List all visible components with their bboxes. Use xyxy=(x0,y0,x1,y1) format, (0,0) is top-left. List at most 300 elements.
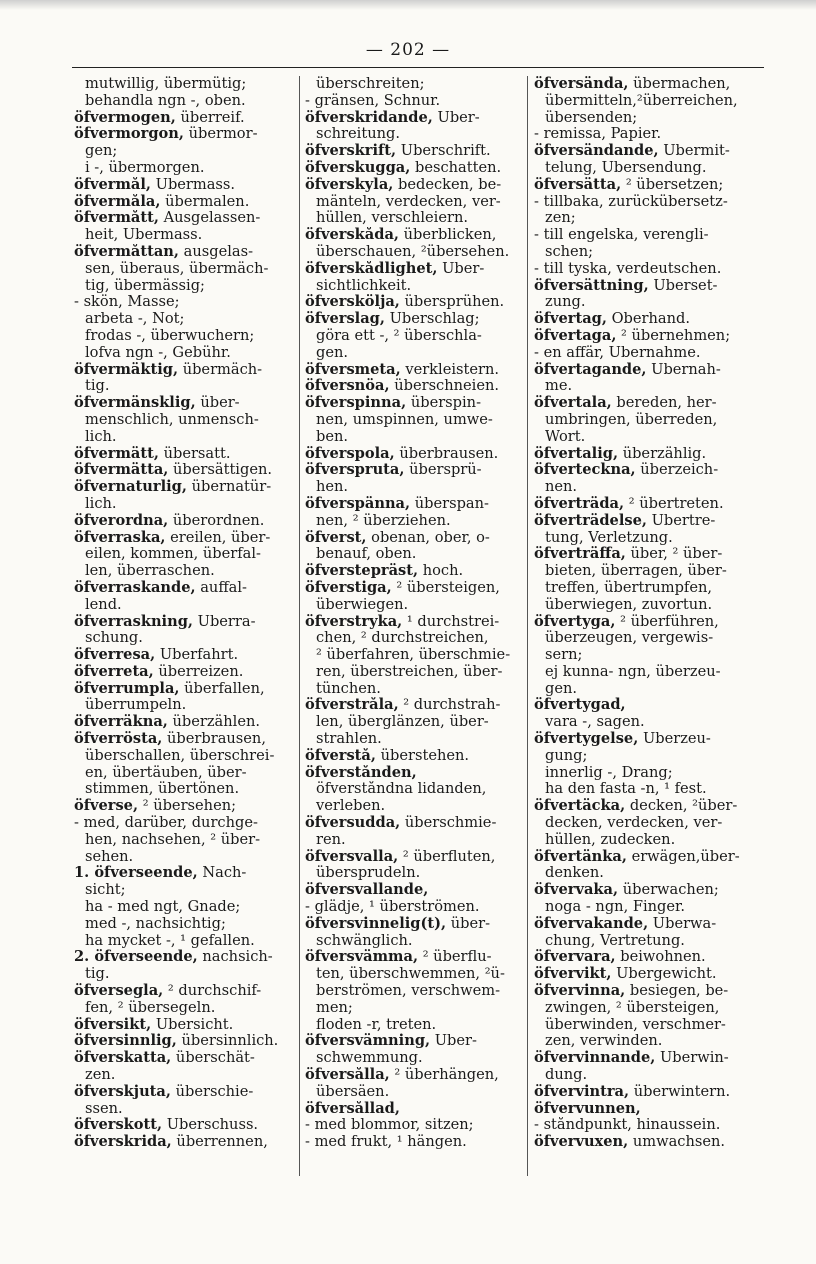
dictionary-entry-line xyxy=(534,143,764,160)
dictionary-entry-line xyxy=(74,362,292,379)
dictionary-entry-line xyxy=(74,513,292,530)
line-text: schen; xyxy=(545,243,594,260)
headword: öfvertalig, xyxy=(534,445,619,462)
headword: öfverrösta, xyxy=(74,731,163,748)
line-text: - med frukt, ¹ hängen. xyxy=(305,1134,467,1151)
headword: 2. öfverseende, xyxy=(74,949,198,966)
dictionary-continuation-line xyxy=(74,849,292,866)
line-text: sehen. xyxy=(85,848,134,865)
translation: ² überflu- xyxy=(422,949,492,966)
dictionary-entry-line xyxy=(305,580,520,597)
dictionary-entry-line xyxy=(305,143,520,160)
column-divider xyxy=(299,76,300,1176)
dictionary-entry-line xyxy=(74,1050,292,1067)
translation: Überfahrt. xyxy=(159,647,239,664)
line-text: floden -r, treten. xyxy=(316,1016,437,1033)
dictionary-continuation-line xyxy=(74,261,292,278)
dictionary-continuation-line xyxy=(534,110,764,127)
line-text: schung. xyxy=(85,630,143,647)
dictionary-continuation-line xyxy=(74,815,292,832)
dictionary-column-1 xyxy=(74,76,292,1151)
line-text: - skön, Masse; xyxy=(74,294,180,311)
line-text: gen; xyxy=(85,143,118,160)
line-text: - en affär, Übernahme. xyxy=(534,344,701,361)
dictionary-continuation-line xyxy=(74,882,292,899)
headword: öfverträda, xyxy=(534,495,625,512)
dictionary-entry-line xyxy=(305,110,520,127)
dictionary-continuation-line xyxy=(534,378,764,395)
line-text: übersäen. xyxy=(316,1083,390,1100)
headword: öfvertygelse, xyxy=(534,731,639,748)
headword: öfverstryka, xyxy=(305,613,403,630)
dictionary-continuation-line xyxy=(534,563,764,580)
line-text: übersprudeln. xyxy=(316,865,421,882)
headword: öfverreta, xyxy=(74,663,154,680)
translation: überstehen. xyxy=(380,747,470,764)
translation: Überwin- xyxy=(660,1050,729,1067)
translation: beschatten. xyxy=(415,159,502,176)
translation: ² übersteigen, xyxy=(396,579,500,596)
dictionary-continuation-line xyxy=(534,630,764,647)
headword: öfvervintra, xyxy=(534,1083,630,1100)
line-text: hüllen, verschleiern. xyxy=(316,210,468,227)
line-text: me. xyxy=(545,378,573,395)
headword: öfverspänna, xyxy=(305,495,411,512)
dictionary-entry-line xyxy=(534,1101,764,1118)
line-text: übersenden; xyxy=(545,109,638,126)
line-text: tünchen. xyxy=(316,680,381,697)
dictionary-continuation-line xyxy=(305,429,520,446)
dictionary-continuation-line xyxy=(74,378,292,395)
line-text: sicht; xyxy=(85,882,126,899)
dictionary-continuation-line xyxy=(305,798,520,815)
dictionary-entry-line xyxy=(534,278,764,295)
headword: öfversållad, xyxy=(305,1100,400,1117)
dictionary-entry-line xyxy=(305,1033,520,1050)
translation: bedecken, be- xyxy=(398,176,502,193)
dictionary-continuation-line xyxy=(305,1050,520,1067)
dictionary-continuation-line xyxy=(305,479,520,496)
dictionary-entry-line xyxy=(74,1117,292,1134)
dictionary-entry-line xyxy=(305,563,520,580)
translation: überzeich- xyxy=(640,462,719,479)
translation: ² überführen, xyxy=(620,613,719,630)
line-text: hen. xyxy=(316,479,349,496)
dictionary-continuation-line xyxy=(534,126,764,143)
dictionary-entry-line xyxy=(305,362,520,379)
headword: öfvertag, xyxy=(534,311,607,328)
dictionary-continuation-line xyxy=(305,865,520,882)
headword: öfvermätt, xyxy=(74,445,159,462)
dictionary-entry-line xyxy=(305,849,520,866)
dictionary-entry-line xyxy=(534,798,764,815)
dictionary-continuation-line xyxy=(305,278,520,295)
dictionary-entry-line xyxy=(534,446,764,463)
headword: öfvervuxen, xyxy=(534,1134,629,1151)
dictionary-entry-line xyxy=(74,798,292,815)
headword: öfverträdelse, xyxy=(534,512,647,529)
dictionary-entry-line xyxy=(305,815,520,832)
dictionary-entry-line xyxy=(305,462,520,479)
translation: Überzeu- xyxy=(642,731,711,748)
dictionary-continuation-line xyxy=(534,933,764,950)
dictionary-entry-line xyxy=(305,1101,520,1118)
dictionary-entry-line xyxy=(74,614,292,631)
line-text: menschlich, unmensch- xyxy=(85,411,259,428)
headword: öfverst, xyxy=(305,529,367,546)
headword: öfverstiga, xyxy=(305,579,392,596)
dictionary-continuation-line xyxy=(534,530,764,547)
line-text: gen. xyxy=(545,680,578,697)
line-text: - till tyska, verdeutschen. xyxy=(534,260,722,277)
dictionary-continuation-line xyxy=(534,160,764,177)
translation: übersinnlich. xyxy=(181,1033,279,1050)
dictionary-continuation-line xyxy=(74,93,292,110)
translation: umwachsen. xyxy=(632,1134,726,1151)
dictionary-entry-line xyxy=(534,614,764,631)
headword: öfverstå, xyxy=(305,747,376,764)
dictionary-entry-line xyxy=(74,1084,292,1101)
dictionary-entry-line xyxy=(74,395,292,412)
translation: Übernah- xyxy=(651,361,721,378)
headword: öfvertala, xyxy=(534,395,612,412)
dictionary-continuation-line xyxy=(305,966,520,983)
line-text: schreitung. xyxy=(316,126,400,143)
column-divider xyxy=(527,76,528,1176)
headword: öfversprutа, xyxy=(305,462,405,479)
dictionary-entry-line xyxy=(74,177,292,194)
headword: öfvermåla, xyxy=(74,193,161,210)
line-text: lich. xyxy=(85,495,117,512)
headword: öfversålla, xyxy=(305,1067,390,1084)
dictionary-continuation-line xyxy=(305,832,520,849)
dictionary-continuation-line xyxy=(74,563,292,580)
line-text: zen; xyxy=(545,210,576,227)
headword: öfverslag, xyxy=(305,311,385,328)
headword: öfversudda, xyxy=(305,815,401,832)
translation: überreif. xyxy=(180,109,245,126)
dictionary-entry-line xyxy=(74,194,292,211)
line-text: verleben. xyxy=(316,798,386,815)
headword: öfverträffa, xyxy=(534,546,626,563)
dictionary-continuation-line xyxy=(534,1117,764,1134)
dictionary-continuation-line xyxy=(534,479,764,496)
line-text: schwemmung. xyxy=(316,1050,423,1067)
dictionary-entry-line xyxy=(305,530,520,547)
line-text: - till engelska, verengli- xyxy=(534,227,709,244)
dictionary-continuation-line xyxy=(534,597,764,614)
headword: öfverspinna, xyxy=(305,395,407,412)
line-text: zen, verwinden. xyxy=(545,1033,663,1050)
line-text: fen, ² übersegeln. xyxy=(85,999,216,1016)
translation: Überset- xyxy=(653,277,718,294)
dictionary-continuation-line xyxy=(74,311,292,328)
translation: überzählig. xyxy=(622,445,707,462)
line-text: len, überraschen. xyxy=(85,563,215,580)
dictionary-entry-line xyxy=(534,697,764,714)
dictionary-entry-line xyxy=(534,546,764,563)
headword: öfvernaturlig, xyxy=(74,479,187,496)
dictionary-entry-line xyxy=(74,110,292,127)
dictionary-continuation-line xyxy=(534,765,764,782)
translation: ² übersehen; xyxy=(142,798,237,815)
line-text: frodas -, überwuchern; xyxy=(85,327,255,344)
translation: über- xyxy=(450,915,491,932)
dictionary-continuation-line xyxy=(305,1134,520,1151)
dictionary-continuation-line xyxy=(534,194,764,211)
dictionary-entry-line xyxy=(305,882,520,899)
dictionary-continuation-line xyxy=(534,865,764,882)
dictionary-entry-line xyxy=(534,177,764,194)
dictionary-entry-line xyxy=(74,714,292,731)
dictionary-continuation-line xyxy=(305,899,520,916)
dictionary-continuation-line xyxy=(74,1000,292,1017)
line-text: behandla ngn -, oben. xyxy=(85,92,246,109)
dictionary-entry-line xyxy=(74,1033,292,1050)
line-text: berströmen, verschwem- xyxy=(316,983,501,1000)
dictionary-entry-line xyxy=(534,513,764,530)
dictionary-continuation-line xyxy=(534,1033,764,1050)
dictionary-entry-line xyxy=(534,362,764,379)
line-text: noga - ngn, Finger. xyxy=(545,899,686,916)
dictionary-entry-line xyxy=(74,865,292,882)
translation: ² übernehmen; xyxy=(621,327,731,344)
translation: überbrausen. xyxy=(399,445,499,462)
dictionary-entry-line xyxy=(305,311,520,328)
line-text: telung, Übersendung. xyxy=(545,159,707,176)
dictionary-entry-line xyxy=(74,664,292,681)
line-text: - med, darüber, durchge- xyxy=(74,815,258,832)
dictionary-continuation-line xyxy=(305,194,520,211)
line-text: men; xyxy=(316,999,353,1016)
line-text: sern; xyxy=(545,647,583,664)
translation: Übermass. xyxy=(155,176,236,193)
line-text: - tillbaka, zurückübersetz- xyxy=(534,193,728,210)
dictionary-continuation-line xyxy=(305,630,520,647)
line-text: tig, übermässig; xyxy=(85,277,205,294)
line-text: tung, Verletzung. xyxy=(545,529,673,546)
translation: überspin- xyxy=(410,395,482,412)
headword: öfvervinna, xyxy=(534,983,626,1000)
dictionary-continuation-line xyxy=(534,832,764,849)
dictionary-continuation-line xyxy=(534,244,764,261)
headword: öfvermorgon, xyxy=(74,126,184,143)
headword: öfvertaga, xyxy=(534,327,617,344)
line-text: denken. xyxy=(545,865,604,882)
translation: über, ² über- xyxy=(630,546,723,563)
dictionary-continuation-line xyxy=(74,345,292,362)
line-text: nen, umspinnen, umwe- xyxy=(316,411,493,428)
headword: öfversegla, xyxy=(74,983,164,1000)
translation: übersatt. xyxy=(163,445,231,462)
dictionary-entry-line xyxy=(534,983,764,1000)
translation: übermäch- xyxy=(182,361,263,378)
headword: öfversnöa, xyxy=(305,378,390,395)
translation: obenan, ober, o- xyxy=(371,529,490,546)
dictionary-continuation-line xyxy=(74,160,292,177)
dictionary-continuation-line xyxy=(74,429,292,446)
dictionary-continuation-line xyxy=(305,513,520,530)
dictionary-entry-line xyxy=(305,697,520,714)
dictionary-entry-line xyxy=(74,681,292,698)
dictionary-continuation-line xyxy=(534,748,764,765)
dictionary-entry-line xyxy=(305,177,520,194)
headword: öfvervinnande, xyxy=(534,1050,656,1067)
line-text: tig. xyxy=(85,966,110,983)
dictionary-continuation-line xyxy=(74,933,292,950)
dictionary-continuation-line xyxy=(305,328,520,345)
dictionary-entry-line xyxy=(305,496,520,513)
dictionary-continuation-line xyxy=(74,697,292,714)
translation: ² übertreten. xyxy=(628,495,724,512)
dictionary-entry-line xyxy=(305,765,520,782)
headword: öfvermätta, xyxy=(74,462,169,479)
headword: öfversmeta, xyxy=(305,361,401,378)
headword: öfvertagande, xyxy=(534,361,647,378)
dictionary-continuation-line xyxy=(534,580,764,597)
dictionary-entry-line xyxy=(74,446,292,463)
dictionary-entry-line xyxy=(534,395,764,412)
dictionary-entry-line xyxy=(74,210,292,227)
translation: Übergewicht. xyxy=(616,966,717,983)
line-text: len, überglänzen, über- xyxy=(316,714,489,731)
dictionary-entry-line xyxy=(74,1134,292,1151)
translation: überfallen, xyxy=(184,680,265,697)
translation: verkleistern. xyxy=(405,361,500,378)
line-text: zung. xyxy=(545,294,586,311)
dictionary-entry-line xyxy=(534,1134,764,1151)
header-rule xyxy=(72,67,764,68)
dictionary-entry-line xyxy=(534,328,764,345)
line-text: nen, ² überziehen. xyxy=(316,512,451,529)
line-text: en, übertäuben, über- xyxy=(85,764,247,781)
dictionary-continuation-line xyxy=(305,731,520,748)
line-text: ej kunna- ngn, überzeu- xyxy=(545,663,721,680)
dictionary-entry-line xyxy=(305,916,520,933)
dictionary-continuation-line xyxy=(305,647,520,664)
line-text: ten, überschwemmen, ²ü- xyxy=(316,966,505,983)
headword: öfvertygad, xyxy=(534,697,626,714)
dictionary-continuation-line xyxy=(534,210,764,227)
translation: überwintern. xyxy=(633,1083,731,1100)
headword: öfvermäktig, xyxy=(74,361,179,378)
dictionary-continuation-line xyxy=(74,916,292,933)
dictionary-entry-line xyxy=(534,462,764,479)
line-text: arbeta -, Not; xyxy=(85,311,185,328)
translation: Übersicht. xyxy=(155,1016,234,1033)
line-text: überwinden, verschmer- xyxy=(545,1016,726,1033)
dictionary-entry-line xyxy=(305,949,520,966)
translation: ausgelas- xyxy=(183,243,253,260)
line-text: - med blommor, sitzen; xyxy=(305,1117,474,1134)
headword: öfverskridande, xyxy=(305,109,433,126)
dictionary-continuation-line xyxy=(74,496,292,513)
dictionary-entry-line xyxy=(74,244,292,261)
headword: öfverskrida, xyxy=(74,1134,172,1151)
line-text: hüllen, zudecken. xyxy=(545,831,676,848)
headword: öfvermått, xyxy=(74,210,159,227)
dictionary-continuation-line xyxy=(305,1117,520,1134)
headword: öfversvinnelig(t), xyxy=(305,915,447,932)
dictionary-continuation-line xyxy=(74,294,292,311)
headword: öfversköljа, xyxy=(305,294,400,311)
headword: öfverskåda, xyxy=(305,227,399,244)
dictionary-entry-line xyxy=(74,479,292,496)
translation: übersprü- xyxy=(409,462,482,479)
headword: öfversvämning, xyxy=(305,1033,431,1050)
dictionary-continuation-line xyxy=(305,681,520,698)
translation: besiegen, be- xyxy=(629,983,729,1000)
headword: öfverskyla, xyxy=(305,176,394,193)
dictionary-entry-line xyxy=(74,949,292,966)
dictionary-continuation-line xyxy=(74,1101,292,1118)
translation: überblicken, xyxy=(403,227,497,244)
line-text: überrumpeln. xyxy=(85,697,187,714)
line-text: zen. xyxy=(85,1067,116,1084)
line-text: - remissa, Papier. xyxy=(534,126,662,143)
line-text: gen. xyxy=(316,344,349,361)
line-text: göra ett -, ² überschla- xyxy=(316,327,482,344)
dictionary-continuation-line xyxy=(534,664,764,681)
dictionary-column-3 xyxy=(534,76,764,1151)
translation: auffal- xyxy=(200,579,247,596)
translation: nachsich- xyxy=(202,949,273,966)
line-text: chen, ² durchstreichen, xyxy=(316,630,489,647)
translation: Nach- xyxy=(202,865,247,882)
dictionary-entry-line xyxy=(74,983,292,1000)
translation: überschät- xyxy=(175,1050,255,1067)
line-text: hen, nachsehen, ² über- xyxy=(85,831,260,848)
dictionary-entry-line xyxy=(305,261,520,278)
line-text: vara -, sagen. xyxy=(545,714,645,731)
headword: öfvertänka, xyxy=(534,848,627,865)
headword: öfverräkna, xyxy=(74,714,168,731)
headword: öfverskådlighet, xyxy=(305,260,438,277)
translation: ² durchstrah- xyxy=(403,697,501,714)
line-text: nen. xyxy=(545,479,578,496)
dictionary-column-2 xyxy=(305,76,520,1151)
translation: überschneien. xyxy=(394,378,500,395)
translation: Überschrift. xyxy=(400,143,491,160)
headword: öfverraskning, xyxy=(74,613,193,630)
headword: öfversvämma, xyxy=(305,949,419,966)
translation: überwachen; xyxy=(622,882,719,899)
dictionary-continuation-line xyxy=(305,781,520,798)
translation: Übertre- xyxy=(651,512,716,529)
dictionary-entry-line xyxy=(534,882,764,899)
dictionary-entry-line xyxy=(305,378,520,395)
headword: öfversvallande, xyxy=(305,882,429,899)
dictionary-entry-line xyxy=(534,849,764,866)
line-text: ren. xyxy=(316,831,346,848)
line-text: - gränsen, Schnur. xyxy=(305,92,441,109)
line-text: sen, überaus, übermäch- xyxy=(85,260,269,277)
headword: öfverordna, xyxy=(74,512,169,529)
translation: beiwohnen. xyxy=(620,949,706,966)
headword: öfvervara, xyxy=(534,949,616,966)
dictionary-entry-line xyxy=(305,614,520,631)
dictionary-continuation-line xyxy=(305,546,520,563)
dictionary-entry-line xyxy=(534,496,764,513)
translation: über- xyxy=(200,395,240,412)
headword: öfvermänsklig, xyxy=(74,395,196,412)
translation: ereilen, über- xyxy=(170,529,271,546)
translation: ² übersetzen; xyxy=(625,176,724,193)
headword: öfverskott, xyxy=(74,1117,163,1134)
dictionary-continuation-line xyxy=(534,899,764,916)
line-text: sichtlichkeit. xyxy=(316,277,412,294)
line-text: überwiegen. xyxy=(316,596,409,613)
